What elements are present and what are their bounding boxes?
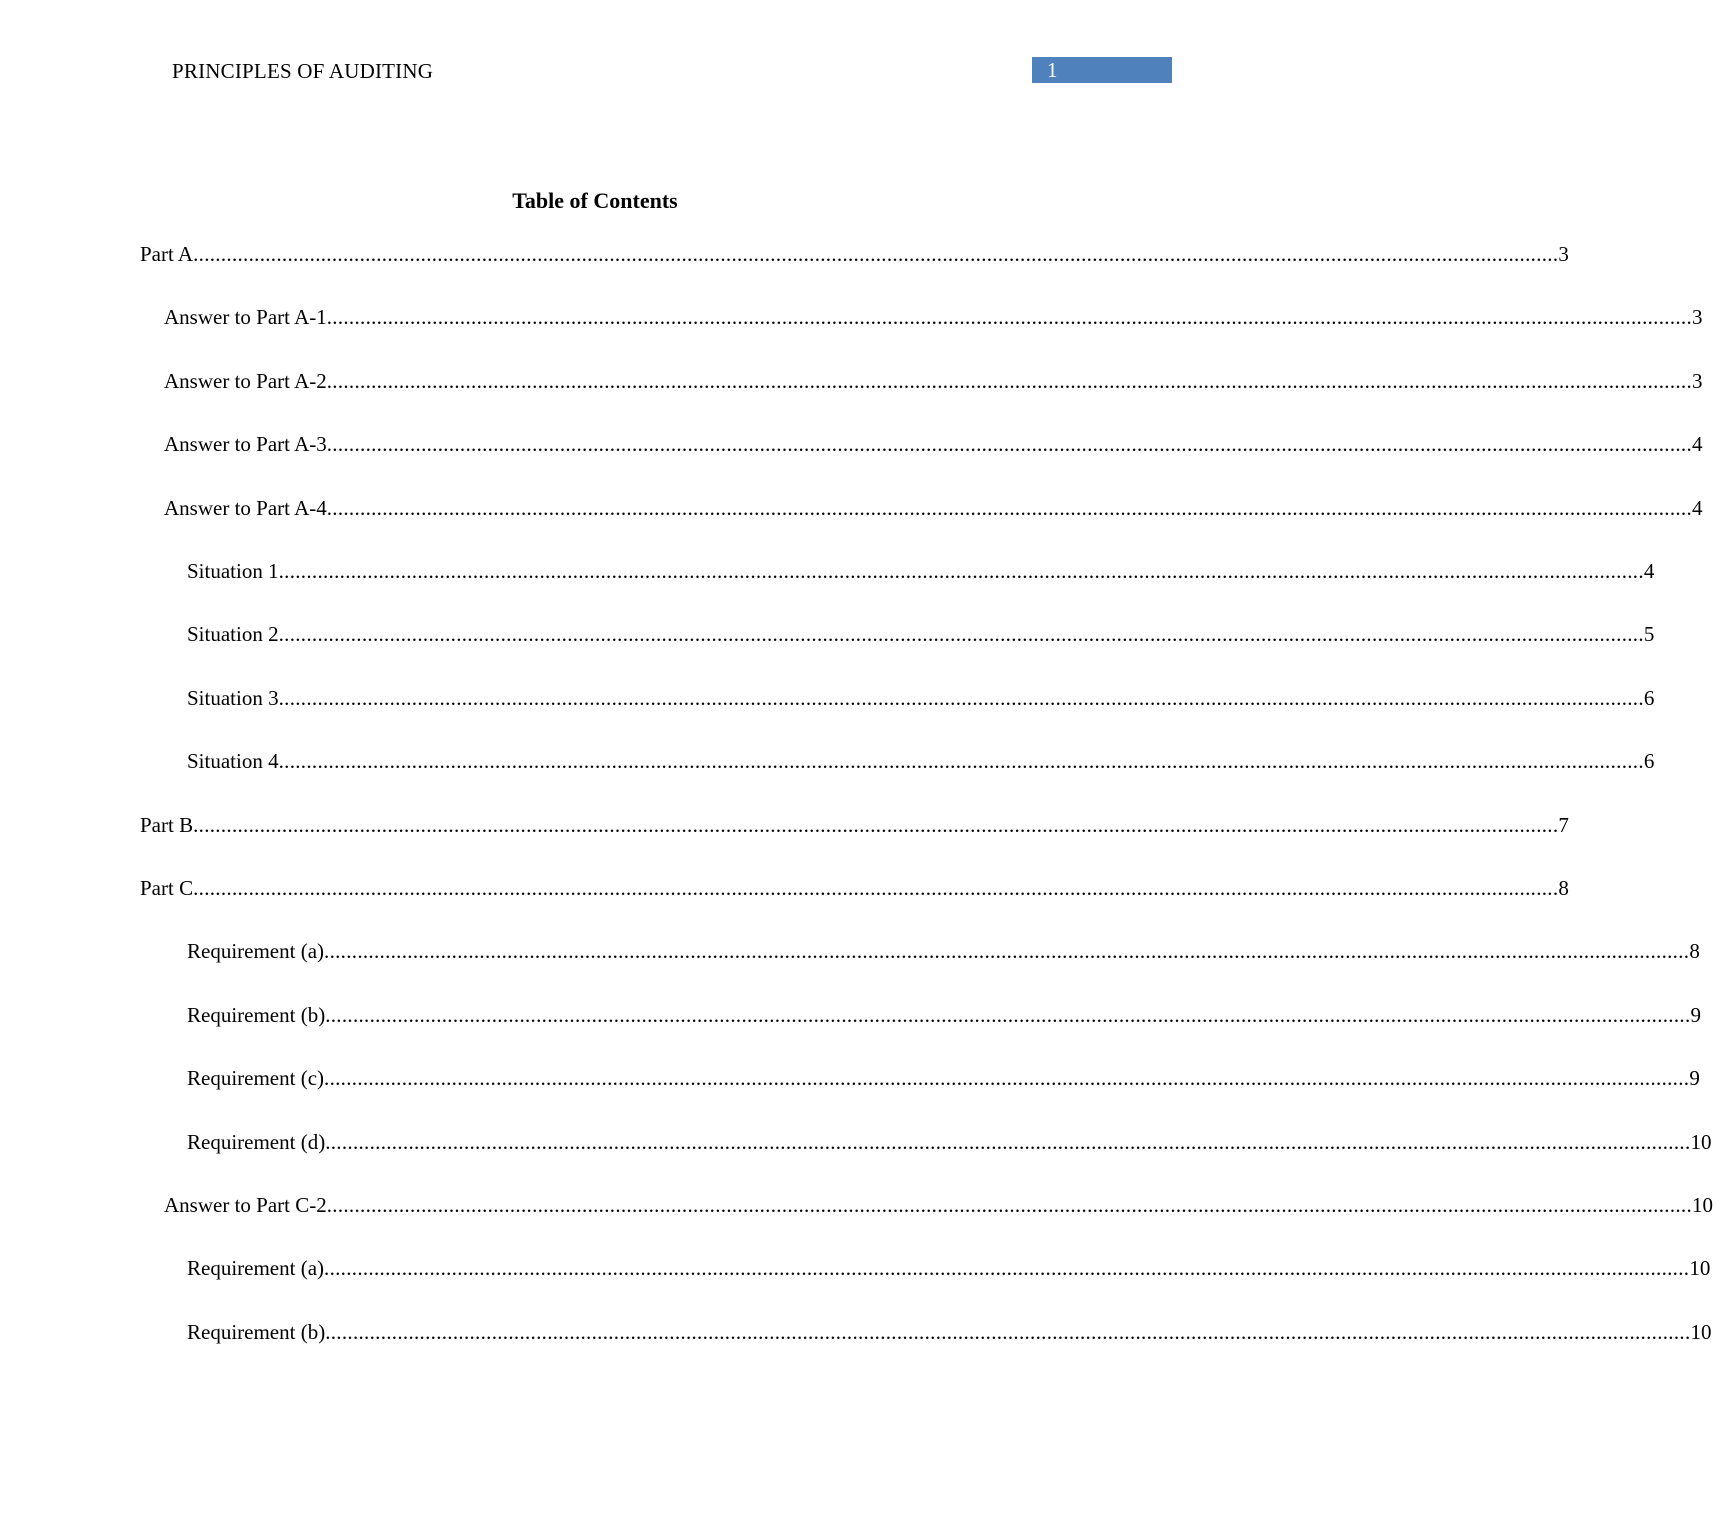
toc-entry-page-number: 10 [1690,1129,1712,1154]
toc-entry-label: Situation 1 [187,559,279,583]
toc-entry-label: Part A [140,242,194,266]
toc-entry-label: Answer to Part A-4 [164,495,327,520]
toc-entry[interactable] [187,746,1655,776]
toc-entry[interactable] [187,1317,1712,1347]
toc-dot-leader: ...................................................................................................................................................................................................................................................... [278,685,1644,710]
toc-dot-leader: ...................................................................................................................................................................................................................................................... [326,368,1693,393]
toc-entry-label: Part C [140,876,194,900]
toc-entry-label: Answer to Part A-1 [164,305,327,330]
toc-dot-leader: ...................................................................................................................................................................................................................................................... [278,559,1644,583]
toc-entry-page-number: 10 [1690,1319,1712,1344]
toc-entry[interactable] [187,936,1700,966]
toc-dot-leader: ...................................................................................................................................................................................................................................................... [193,876,1559,900]
toc-entry[interactable] [164,1190,1713,1220]
toc-dot-leader: ...................................................................................................................................................................................................................................................... [193,812,1559,837]
toc-entry-page-number: 5 [1643,622,1655,647]
toc-dot-leader: ...................................................................................................................................................................................................................................................... [326,305,1693,330]
toc-entry-page-number: 3 [1692,305,1703,330]
toc-entry-page-number: 8 [1689,939,1700,964]
toc-entry[interactable] [187,556,1655,586]
toc-entry[interactable] [187,1063,1700,1093]
toc-entry-label: Situation 4 [187,749,279,774]
toc-entry-label: Situation 2 [187,622,279,647]
toc-entry-page-number: 4 [1692,495,1703,520]
toc-entry-page-number: 6 [1643,685,1655,710]
toc-entry-label: Requirement (c) [187,1066,325,1091]
toc-entry-page-number: 3 [1558,242,1569,266]
toc-entry-page-number: 6 [1643,749,1655,774]
toc-entry-page-number: 9 [1689,1066,1700,1091]
toc-dot-leader: ...................................................................................................................................................................................................................................................... [325,1319,1691,1344]
toc-entry-page-number: 8 [1558,876,1569,900]
toc-dot-leader: ...................................................................................................................................................................................................................................................... [278,749,1644,774]
toc-entry[interactable] [164,302,1703,332]
toc-entry-label: Answer to Part C-2 [164,1193,327,1217]
toc-entry-page-number: 3 [1692,368,1703,393]
toc-entry-page-number: 4 [1643,559,1655,583]
toc-entry[interactable] [187,1253,1711,1283]
toc-entry-label: Part B [140,812,194,837]
toc-dot-leader: ...................................................................................................................................................................................................................................................... [324,1256,1690,1281]
toc-entry[interactable] [187,619,1655,649]
toc-entry[interactable] [140,810,1569,840]
toc-entry-label: Answer to Part A-3 [164,432,327,457]
toc-entry-label: Requirement (a) [187,1256,325,1281]
toc-dot-leader: ...................................................................................................................................................................................................................................................... [326,1193,1693,1217]
toc-entry-label: Situation 3 [187,685,279,710]
toc-dot-leader: ...................................................................................................................................................................................................................................................... [324,1066,1690,1091]
toc-entry-label: Requirement (b) [187,1319,326,1344]
toc-entry-page-number: 4 [1692,432,1703,457]
toc-entry-label: Answer to Part A-2 [164,368,327,393]
toc-entry-page-number: 10 [1689,1256,1711,1281]
running-header-title: PRINCIPLES OF AUDITING [172,59,434,83]
toc-entry[interactable] [140,873,1569,903]
page-number: 1 [1047,58,1058,82]
toc-entry-label: Requirement (d) [187,1129,326,1154]
toc-dot-leader: ...................................................................................................................................................................................................................................................... [278,622,1644,647]
toc-entry-label: Requirement (b) [187,1002,326,1027]
toc-entry[interactable] [187,1127,1712,1157]
toc-entry-label: Requirement (a) [187,939,325,964]
toc-entry[interactable] [187,683,1655,713]
toc-entry-page-number: 10 [1692,1193,1713,1217]
toc-dot-leader: ...................................................................................................................................................................................................................................................... [325,1129,1691,1154]
toc-dot-leader: ...................................................................................................................................................................................................................................................... [326,432,1693,457]
toc-entry-page-number: 9 [1690,1002,1702,1027]
toc-heading: Table of Contents [512,188,678,213]
toc-dot-leader: ...................................................................................................................................................................................................................................................... [325,1002,1691,1027]
toc-entry-page-number: 7 [1558,812,1569,837]
toc-entry[interactable] [187,1000,1702,1030]
toc-entry[interactable] [140,239,1569,269]
toc-dot-leader: ...................................................................................................................................................................................................................................................... [326,495,1693,520]
toc-dot-leader: ...................................................................................................................................................................................................................................................... [324,939,1690,964]
toc-entry[interactable] [164,493,1703,523]
toc-dot-leader: ...................................................................................................................................................................................................................................................... [193,242,1559,266]
toc-entry[interactable] [164,366,1703,396]
toc-entry[interactable] [164,429,1703,459]
